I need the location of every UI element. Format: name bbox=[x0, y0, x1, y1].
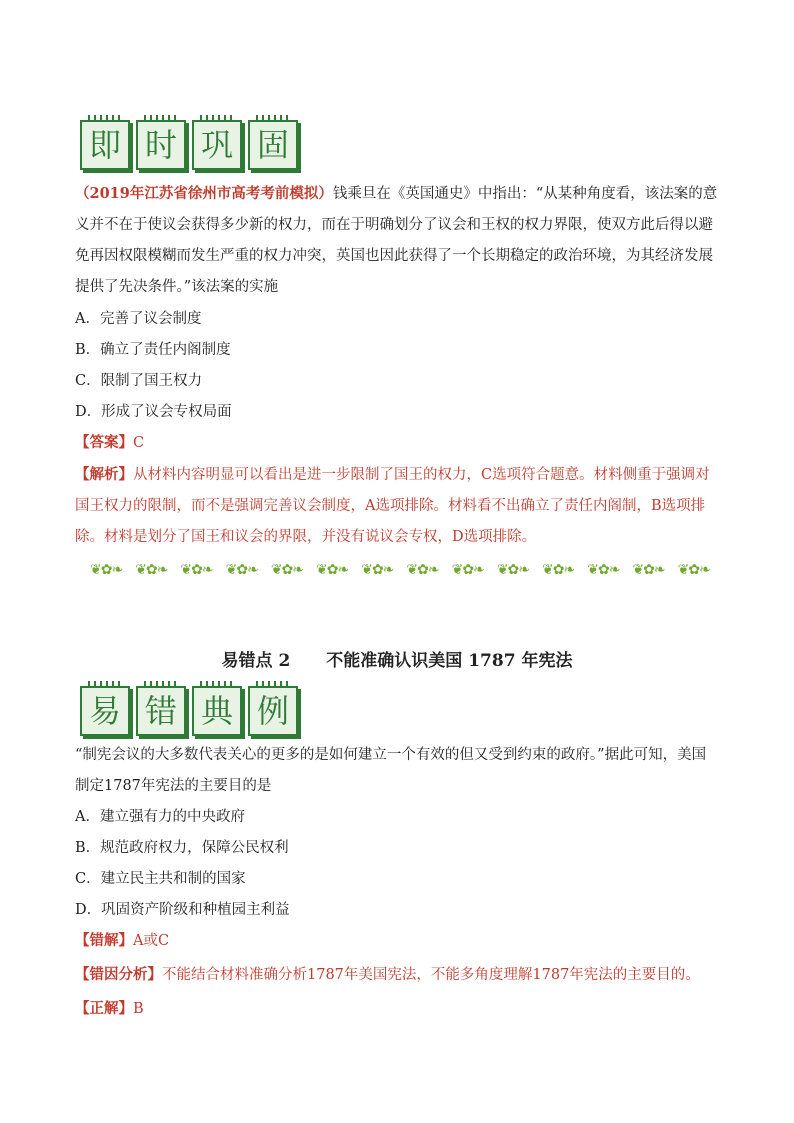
correct-value: B bbox=[133, 1001, 144, 1017]
question-text: 钱乘旦在《英国通史》中指出：“从某种角度看，该法案的意义并不在于使议会获得多少新的权力，而在于明确划分了议会和王权的权力界限，使双方此后得以避免再因权限模糊而发生严重的权力冲突，英国也因此获得了一个长期稳定的政治环境，为其经济发展提供了先决条件。”该法案的实施 bbox=[75, 186, 718, 295]
stamp-char: 时 bbox=[136, 120, 186, 170]
answer bbox=[75, 433, 144, 453]
option-b: B．规范政府权力，保障公民权利 bbox=[75, 840, 289, 856]
question-2: “制宪会议的大多数代表关心的更多的是如何建立一个有效的但又受到约束的政府。”据此可知，美国制定1787年宪法的主要目的是 bbox=[75, 747, 707, 794]
analysis-text: 从材料内容明显可以看出是进一步限制了国王的权力，C选项符合题意。材料侧重于强调对国王权力的限制，而不是强调完善议会制度，A选项排除。材料看不出确立了责任内阁制，B选项排除。材料是划分了国王和议会的界限，并没有说议会专权，D选项排除。 bbox=[75, 467, 710, 545]
stamp-char: 错 bbox=[136, 686, 186, 736]
heading-label: 易错点 2 bbox=[221, 651, 291, 671]
option-a: A．建立强有力的中央政府 bbox=[75, 809, 245, 825]
section-heading bbox=[0, 646, 794, 671]
error-cause bbox=[75, 965, 700, 985]
stamp-title-jishigonggu bbox=[80, 120, 298, 170]
stamp-title-yicuodianli bbox=[80, 686, 298, 736]
stamp-char: 巩 bbox=[192, 120, 242, 170]
correct-answer bbox=[75, 999, 144, 1019]
cause-text: 不能结合材料准确分析1787年美国宪法，不能多角度理解1787年宪法的主要目的。 bbox=[162, 967, 700, 983]
wrong-label: 【错解】 bbox=[75, 932, 133, 949]
question-source: （2019年江苏省徐州市高考考前模拟） bbox=[75, 185, 333, 202]
answer-label: 【答案】 bbox=[75, 434, 133, 451]
option-d: D．形成了议会专权局面 bbox=[75, 404, 232, 420]
question-1 bbox=[75, 178, 719, 303]
option-d: D．巩固资产阶级和种植园主利益 bbox=[75, 902, 290, 918]
stamp-char: 典 bbox=[192, 686, 242, 736]
stamp-char: 即 bbox=[80, 120, 130, 170]
wrong-answer bbox=[75, 931, 169, 951]
correct-label: 【正解】 bbox=[75, 1000, 133, 1017]
analysis-label: 【解析】 bbox=[75, 466, 133, 483]
answer-value: C bbox=[133, 435, 145, 451]
stamp-char: 例 bbox=[248, 686, 298, 736]
option-c: C．限制了国王权力 bbox=[75, 373, 203, 389]
analysis bbox=[75, 459, 719, 553]
heading-title: 不能准确认识美国 1787 年宪法 bbox=[326, 651, 573, 671]
stamp-char: 易 bbox=[80, 686, 130, 736]
cause-label: 【错因分析】 bbox=[75, 966, 162, 983]
wrong-value: A或C bbox=[133, 933, 170, 949]
ornament-divider: ❦✿❧ ❦✿❧ ❦✿❧ ❦✿❧ ❦✿❧ ❦✿❧ ❦✿❧ ❦✿❧ ❦✿❧ ❦✿❧ ❦✿❧ ❦✿❧ ❦✿❧ ❦✿❧ bbox=[90, 562, 710, 578]
stamp-char: 固 bbox=[248, 120, 298, 170]
option-c: C．建立民主共和制的国家 bbox=[75, 871, 246, 887]
option-b: B．确立了责任内阁制度 bbox=[75, 342, 231, 358]
option-a: A．完善了议会制度 bbox=[75, 311, 202, 327]
